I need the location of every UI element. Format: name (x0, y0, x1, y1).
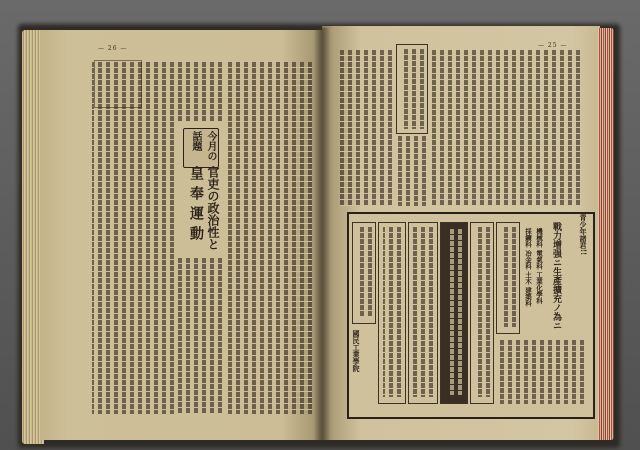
right-page-edge-red (598, 28, 614, 440)
ad-subjects-col1: 機械科 電氣科 工業化學科 (535, 228, 543, 305)
right-body-text-left (340, 50, 392, 206)
column-label-box (183, 128, 219, 168)
left-body-text-right (226, 62, 312, 414)
ad-panel-6-text (356, 227, 372, 317)
ad-panel-3-dark (440, 222, 468, 404)
ad-publisher: 國民工業學院 (352, 330, 361, 372)
ad-panel-1-text (500, 227, 516, 327)
ad-panel-1 (496, 222, 520, 334)
right-body-text-lower-middle (398, 136, 426, 206)
ad-subjects-col2: 採鑛科 冶金科 土木 建築科 (524, 228, 532, 307)
left-page-number: — 26 — (98, 45, 128, 52)
ad-panel-4-text (413, 227, 433, 397)
ad-panel-6 (352, 222, 376, 324)
left-page-inset-frame (94, 60, 142, 108)
left-body-text-bottom-middle (178, 258, 222, 414)
article-title-line2: 皇奉運動 (188, 166, 204, 246)
ad-headline-top: 青少年諸君!! (579, 214, 588, 256)
ad-panel-5-text (383, 227, 401, 397)
ad-panel-2 (470, 222, 494, 404)
book-spine (314, 28, 330, 440)
ad-panel-3-text (446, 229, 462, 395)
right-body-text-right (430, 50, 580, 206)
article-title-line1: 官吏の政治性と (206, 166, 220, 250)
ad-lower-right-text (498, 340, 584, 404)
ad-panel-4 (408, 222, 438, 404)
right-page-number: — 25 — (538, 42, 568, 49)
left-body-text-left (92, 62, 174, 414)
ad-panel-2-text (474, 227, 490, 397)
ad-headline: 戰力增强ニ生產擴充ノ為ニ (551, 222, 561, 330)
left-body-text-top-middle (178, 62, 222, 122)
ad-panel-5 (378, 222, 406, 404)
inset-box-text (400, 49, 424, 129)
right-page-inset-box (396, 44, 428, 134)
column-label: 今月の話題 (190, 131, 216, 161)
